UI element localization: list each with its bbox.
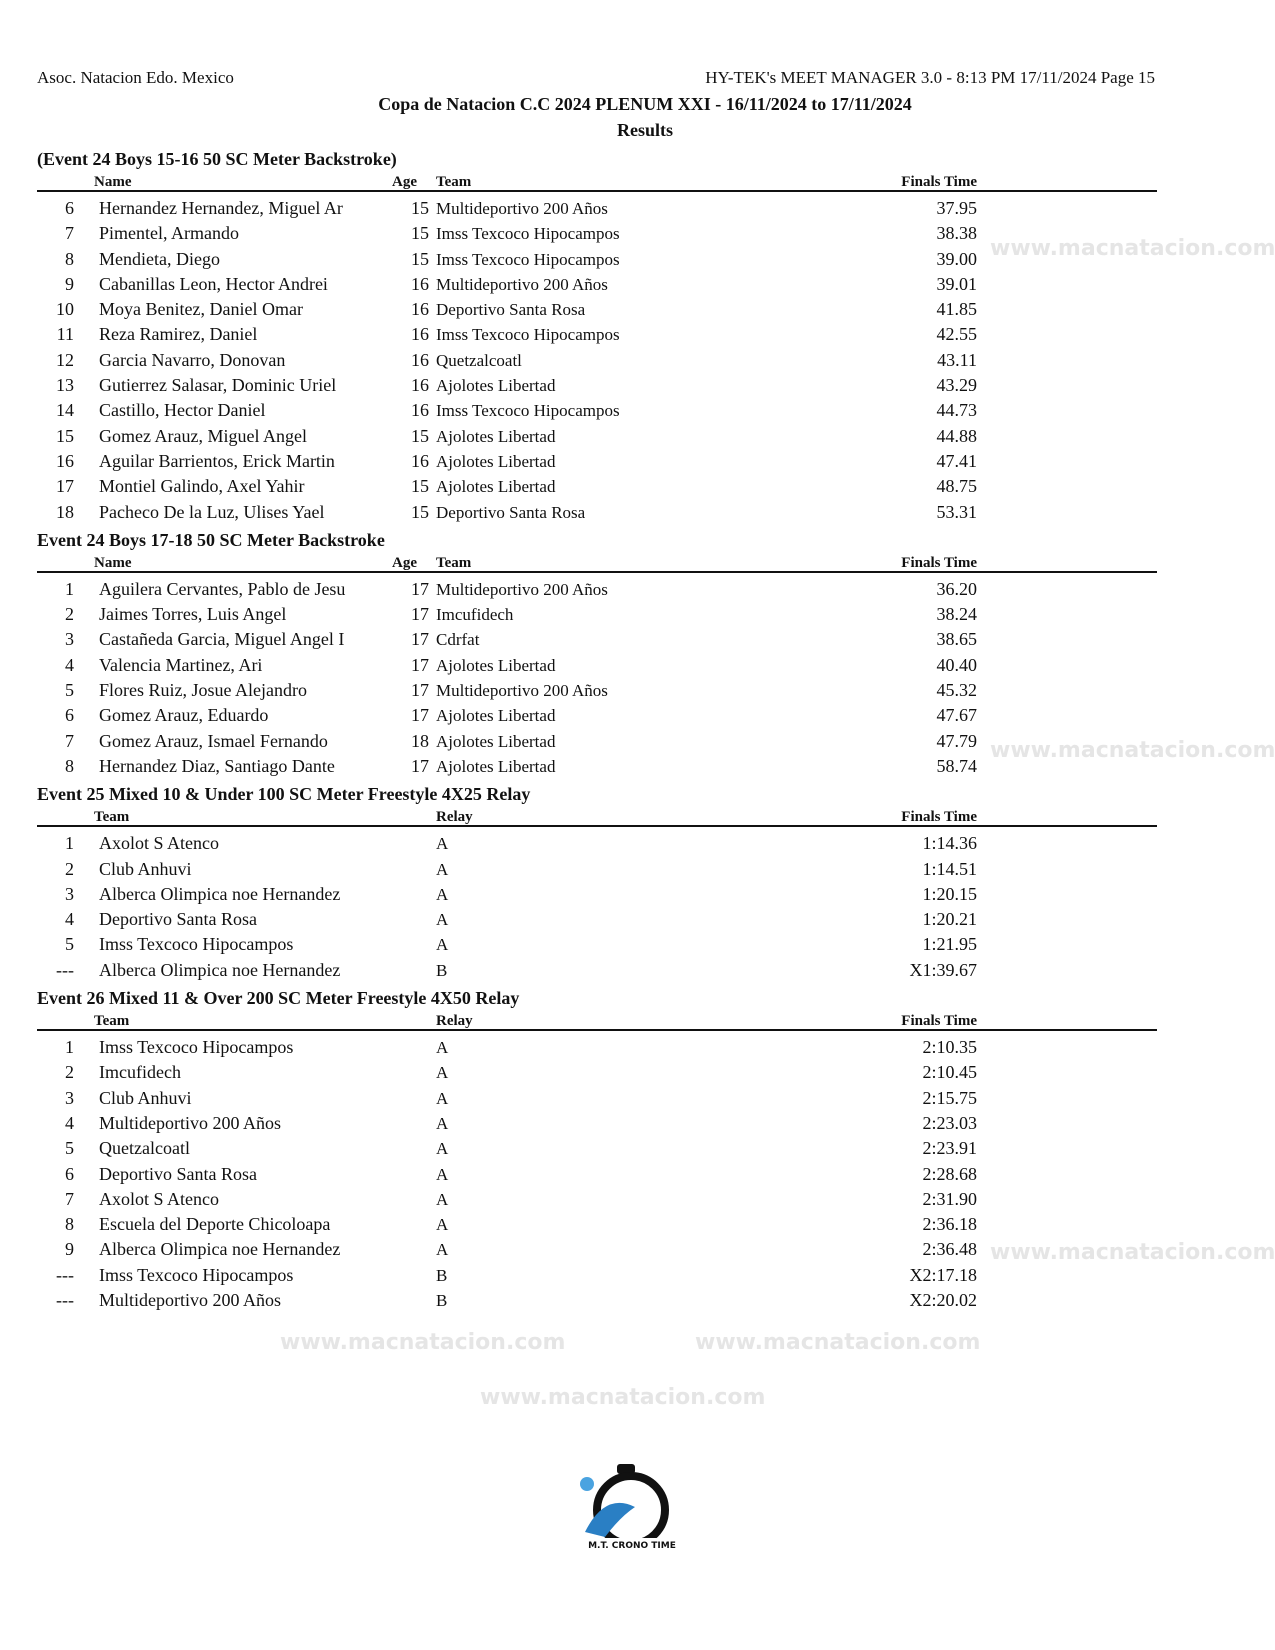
col-name: Name [94, 174, 132, 190]
relay: A [436, 1063, 449, 1083]
finals-time: 2:23.91 [922, 1138, 977, 1159]
age: 16 [411, 375, 429, 396]
relay: A [436, 1139, 449, 1159]
col-finals-time: Finals Time [901, 554, 977, 571]
result-row [37, 882, 1157, 907]
result-row [37, 754, 1157, 779]
finals-time: 44.88 [936, 425, 977, 446]
finals-time: 2:15.75 [922, 1087, 977, 1108]
team: Ajolotes Libertad [436, 706, 556, 726]
place: 13 [56, 375, 74, 396]
finals-time: 38.65 [936, 629, 977, 650]
finals-time: 47.67 [936, 705, 977, 726]
place: 14 [56, 400, 74, 421]
result-row [37, 1086, 1157, 1111]
relay: A [436, 935, 449, 955]
swimmer-name: Garcia Navarro, Donovan [99, 349, 286, 370]
result-row [37, 703, 1157, 728]
watermark: www.macnatacion.com [990, 236, 1275, 261]
swimmer-name: Gomez Arauz, Miguel Angel [99, 425, 307, 446]
place: 7 [65, 1188, 74, 1209]
relay: B [436, 1290, 448, 1310]
col-team: Team [436, 554, 472, 571]
meet-title: Copa de Natacion C.C 2024 PLENUM XXI - 16/11/2024 to 17/11/2024 [378, 94, 912, 114]
result-row [37, 1136, 1157, 1161]
team-name: Imss Texcoco Hipocampos [99, 1264, 294, 1285]
swimmer-name: Flores Ruiz, Josue Alejandro [99, 680, 307, 701]
swimmer-name: Pacheco De la Luz, Ulises Yael [99, 501, 325, 522]
team: Ajolotes Libertad [436, 376, 556, 396]
relay: A [436, 1215, 449, 1235]
finals-time: 43.29 [936, 375, 977, 396]
event-title: Event 25 Mixed 10 & Under 100 SC Meter Freestyle 4X25 Relay [37, 784, 531, 805]
team-name: Club Anhuvi [99, 1087, 192, 1108]
result-row [37, 322, 1157, 347]
place: --- [56, 959, 74, 980]
place: 9 [65, 273, 74, 294]
column-header [37, 807, 1157, 827]
place: 3 [65, 883, 74, 904]
col-finals-time: Finals Time [901, 809, 977, 826]
column-header [37, 553, 1157, 573]
place: 7 [65, 223, 74, 244]
col-finals-time: Finals Time [901, 174, 977, 190]
age: 15 [411, 223, 429, 244]
age: 17 [411, 604, 429, 625]
finals-time: 2:36.48 [922, 1239, 977, 1260]
team: Multideportivo 200 Años [436, 579, 608, 599]
finals-time: 39.01 [936, 273, 977, 294]
swimmer-name: Castañeda Garcia, Miguel Angel I [99, 629, 345, 650]
team-name: Deportivo Santa Rosa [99, 1163, 257, 1184]
result-row [37, 729, 1157, 754]
finals-time: 1:20.15 [922, 883, 977, 904]
result-row [37, 500, 1157, 525]
age: 16 [411, 400, 429, 421]
column-header [37, 1011, 1157, 1031]
result-row [37, 221, 1157, 246]
team: Ajolotes Libertad [436, 477, 556, 497]
age: 18 [411, 730, 429, 751]
finals-time: 48.75 [936, 476, 977, 497]
col-relay: Relay [436, 1013, 473, 1030]
finals-time: 44.73 [936, 400, 977, 421]
finals-time: 45.32 [936, 680, 977, 701]
relay: A [436, 910, 449, 930]
place: 2 [65, 1062, 74, 1083]
team: Ajolotes Libertad [436, 451, 556, 471]
event-section [37, 986, 1157, 1313]
age: 17 [411, 578, 429, 599]
place: 1 [65, 833, 74, 854]
relay: B [436, 960, 448, 980]
result-row [37, 1212, 1157, 1237]
result-row [37, 424, 1157, 449]
place: 8 [65, 755, 74, 776]
team: Imss Texcoco Hipocampos [436, 224, 620, 244]
swimmer-name: Hernandez Hernandez, Miguel Ar [99, 198, 343, 218]
place: 2 [65, 604, 74, 625]
swimmer-name: Mendieta, Diego [99, 248, 220, 269]
watermark: www.macnatacion.com [480, 1385, 766, 1410]
swimmer-name: Cabanillas Leon, Hector Andrei [99, 273, 328, 294]
col-name: Team [94, 809, 130, 826]
team: Imcufidech [436, 605, 514, 625]
team-name: Multideportivo 200 Años [99, 1289, 282, 1310]
age: 17 [411, 654, 429, 675]
place: --- [56, 1289, 74, 1310]
team: Multideportivo 200 Años [436, 274, 608, 294]
finals-time: 2:31.90 [922, 1188, 977, 1209]
swimmer-name: Reza Ramirez, Daniel [99, 324, 258, 345]
finals-time: 1:14.36 [922, 833, 977, 854]
finals-time: 41.85 [936, 299, 977, 320]
relay: A [436, 1038, 449, 1058]
team-name: Imcufidech [99, 1062, 181, 1083]
watermark: www.macnatacion.com [990, 738, 1275, 763]
swimmer-name: Moya Benitez, Daniel Omar [99, 299, 303, 320]
finals-time: 2:10.45 [922, 1062, 977, 1083]
result-row [37, 398, 1157, 423]
team: Ajolotes Libertad [436, 655, 556, 675]
result-row [37, 678, 1157, 703]
place: 8 [65, 248, 74, 269]
place: 1 [65, 578, 74, 599]
relay: A [436, 884, 449, 904]
swimmer-name: Valencia Martinez, Ari [99, 654, 263, 675]
place: 15 [56, 425, 74, 446]
swimmer-name: Gomez Arauz, Eduardo [99, 705, 269, 726]
age: 16 [411, 349, 429, 370]
swimmer-name: Aguilar Barrientos, Erick Martin [99, 450, 335, 471]
relay: A [436, 1189, 449, 1209]
swimmer-name: Jaimes Torres, Luis Angel [99, 604, 287, 625]
team: Cdrfat [436, 630, 480, 650]
finals-time: 39.00 [936, 248, 977, 269]
finals-time: 2:10.35 [922, 1037, 977, 1058]
swimmer-name: Castillo, Hector Daniel [99, 400, 266, 421]
relay: A [436, 834, 449, 854]
place: 1 [65, 1037, 74, 1058]
result-row [37, 602, 1157, 627]
swimmer-name: Pimentel, Armando [99, 223, 239, 244]
team: Multideportivo 200 Años [436, 681, 608, 701]
team-name: Axolot S Atenco [99, 1188, 219, 1209]
result-row [37, 857, 1157, 882]
finals-time: 37.95 [936, 198, 977, 218]
swimmer-name: Hernandez Diaz, Santiago Dante [99, 755, 335, 776]
team-name: Alberca Olimpica noe Hernandez [99, 883, 341, 904]
finals-time: 47.41 [936, 450, 977, 471]
finals-time: 40.40 [936, 654, 977, 675]
place: 9 [65, 1239, 74, 1260]
result-row [37, 1187, 1157, 1212]
finals-time: 53.31 [936, 501, 977, 522]
relay: A [436, 1088, 449, 1108]
finals-time: 38.24 [936, 604, 977, 625]
swimmer-name: Aguilera Cervantes, Pablo de Jesu [99, 578, 346, 599]
result-row [37, 348, 1157, 373]
result-row [37, 907, 1157, 932]
team: Ajolotes Libertad [436, 731, 556, 751]
relay: A [436, 1113, 449, 1133]
place: 12 [56, 349, 74, 370]
age: 15 [411, 198, 429, 218]
place: 4 [65, 654, 74, 675]
finals-time: 38.38 [936, 223, 977, 244]
result-row [37, 373, 1157, 398]
team-name: Club Anhuvi [99, 858, 192, 879]
event-section [37, 147, 1157, 525]
finals-time: 2:23.03 [922, 1112, 977, 1133]
finals-time: X2:17.18 [909, 1264, 977, 1285]
event-section [37, 528, 1157, 779]
result-row [37, 1162, 1157, 1187]
place: 16 [56, 450, 74, 471]
team: Multideportivo 200 Años [436, 199, 608, 218]
team: Ajolotes Libertad [436, 426, 556, 446]
result-row [37, 247, 1157, 272]
column-header [37, 172, 1157, 192]
team-name: Axolot S Atenco [99, 833, 219, 854]
col-age: Age [392, 554, 417, 571]
place: 3 [65, 629, 74, 650]
place: 4 [65, 909, 74, 930]
team: Imss Texcoco Hipocampos [436, 325, 620, 345]
col-name: Team [94, 1013, 130, 1030]
col-relay: Relay [436, 809, 473, 826]
place: 3 [65, 1087, 74, 1108]
finals-time: 1:20.21 [922, 909, 977, 930]
result-row [37, 1111, 1157, 1136]
event-title: (Event 24 Boys 15-16 50 SC Meter Backstroke) [37, 149, 397, 169]
age: 16 [411, 273, 429, 294]
place: 6 [65, 1163, 74, 1184]
team-name: Alberca Olimpica noe Hernandez [99, 959, 341, 980]
finals-time: 2:36.18 [922, 1214, 977, 1235]
results-title: Results [616, 120, 673, 140]
team: Imss Texcoco Hipocampos [436, 249, 620, 269]
event-title: Event 24 Boys 17-18 50 SC Meter Backstroke [37, 529, 385, 550]
place: 5 [65, 1138, 74, 1159]
team: Quetzalcoatl [436, 350, 522, 370]
age: 15 [411, 476, 429, 497]
finals-time: 43.11 [937, 349, 977, 370]
result-row [37, 1035, 1157, 1060]
age: 16 [411, 450, 429, 471]
age: 17 [411, 680, 429, 701]
age: 15 [411, 501, 429, 522]
result-row [37, 958, 1157, 983]
result-row [37, 1288, 1157, 1313]
event-section [37, 782, 1157, 983]
finals-time: 1:21.95 [922, 934, 977, 955]
result-row [37, 627, 1157, 652]
result-row [37, 474, 1157, 499]
team-name: Alberca Olimpica noe Hernandez [99, 1239, 341, 1260]
finals-time: 42.55 [936, 324, 977, 345]
finals-time: 58.74 [936, 755, 977, 776]
events-list [37, 147, 1157, 1316]
place: 8 [65, 1214, 74, 1235]
swimmer-name: Montiel Galindo, Axel Yahir [99, 476, 305, 497]
team-name: Multideportivo 200 Años [99, 1112, 282, 1133]
result-row [37, 577, 1157, 602]
place: 6 [65, 198, 74, 218]
relay: A [436, 1240, 449, 1260]
result-row [37, 297, 1157, 322]
finals-time: X2:20.02 [909, 1289, 977, 1310]
result-row [37, 831, 1157, 856]
place: 18 [56, 501, 74, 522]
team: Ajolotes Libertad [436, 756, 556, 776]
age: 16 [411, 299, 429, 320]
place: 5 [65, 934, 74, 955]
finals-time: 1:14.51 [922, 858, 977, 879]
col-finals-time: Finals Time [901, 1013, 977, 1030]
place: --- [56, 1264, 74, 1285]
result-row [37, 196, 1157, 221]
result-row [37, 932, 1157, 957]
result-row [37, 1060, 1157, 1085]
relay: A [436, 859, 449, 879]
place: 10 [56, 299, 74, 320]
age: 17 [411, 629, 429, 650]
logo-text: M.T. CRONO TIME [588, 1541, 676, 1551]
place: 7 [65, 730, 74, 751]
team-name: Quetzalcoatl [99, 1138, 190, 1159]
col-team: Team [436, 174, 472, 190]
organization: Asoc. Natacion Edo. Mexico [37, 68, 234, 87]
result-row [37, 653, 1157, 678]
place: 4 [65, 1112, 74, 1133]
finals-time: 2:28.68 [922, 1163, 977, 1184]
place: 6 [65, 705, 74, 726]
relay: A [436, 1164, 449, 1184]
finals-time: 36.20 [936, 578, 977, 599]
swimmer-name: Gutierrez Salasar, Dominic Uriel [99, 375, 337, 396]
col-age: Age [392, 174, 417, 190]
swimmer-name: Gomez Arauz, Ismael Fernando [99, 730, 328, 751]
result-row [37, 1237, 1157, 1262]
place: 11 [56, 324, 74, 345]
result-row [37, 449, 1157, 474]
relay: B [436, 1265, 448, 1285]
watermark: www.macnatacion.com [990, 1240, 1275, 1265]
place: 17 [56, 476, 74, 497]
team-name: Imss Texcoco Hipocampos [99, 934, 294, 955]
result-row [37, 1263, 1157, 1288]
age: 15 [411, 425, 429, 446]
age: 17 [411, 705, 429, 726]
result-row [37, 272, 1157, 297]
age: 17 [411, 755, 429, 776]
event-title: Event 26 Mixed 11 & Over 200 SC Meter Freestyle 4X50 Relay [37, 988, 520, 1009]
team-name: Deportivo Santa Rosa [99, 909, 257, 930]
place: 5 [65, 680, 74, 701]
watermark: www.macnatacion.com [280, 1330, 566, 1355]
age: 16 [411, 324, 429, 345]
age: 15 [411, 248, 429, 269]
team-name: Imss Texcoco Hipocampos [99, 1037, 294, 1058]
team: Imss Texcoco Hipocampos [436, 401, 620, 421]
finals-time: X1:39.67 [909, 959, 977, 980]
team-name: Escuela del Deporte Chicoloapa [99, 1214, 331, 1235]
crono-time-logo [575, 1462, 685, 1552]
col-name: Name [94, 554, 132, 571]
finals-time: 47.79 [936, 730, 977, 751]
team: Deportivo Santa Rosa [436, 502, 586, 522]
team: Deportivo Santa Rosa [436, 300, 586, 320]
place: 2 [65, 858, 74, 879]
software-info: HY-TEK's MEET MANAGER 3.0 - 8:13 PM 17/11/2024 Page 15 [705, 68, 1155, 87]
watermark: www.macnatacion.com [695, 1330, 981, 1355]
